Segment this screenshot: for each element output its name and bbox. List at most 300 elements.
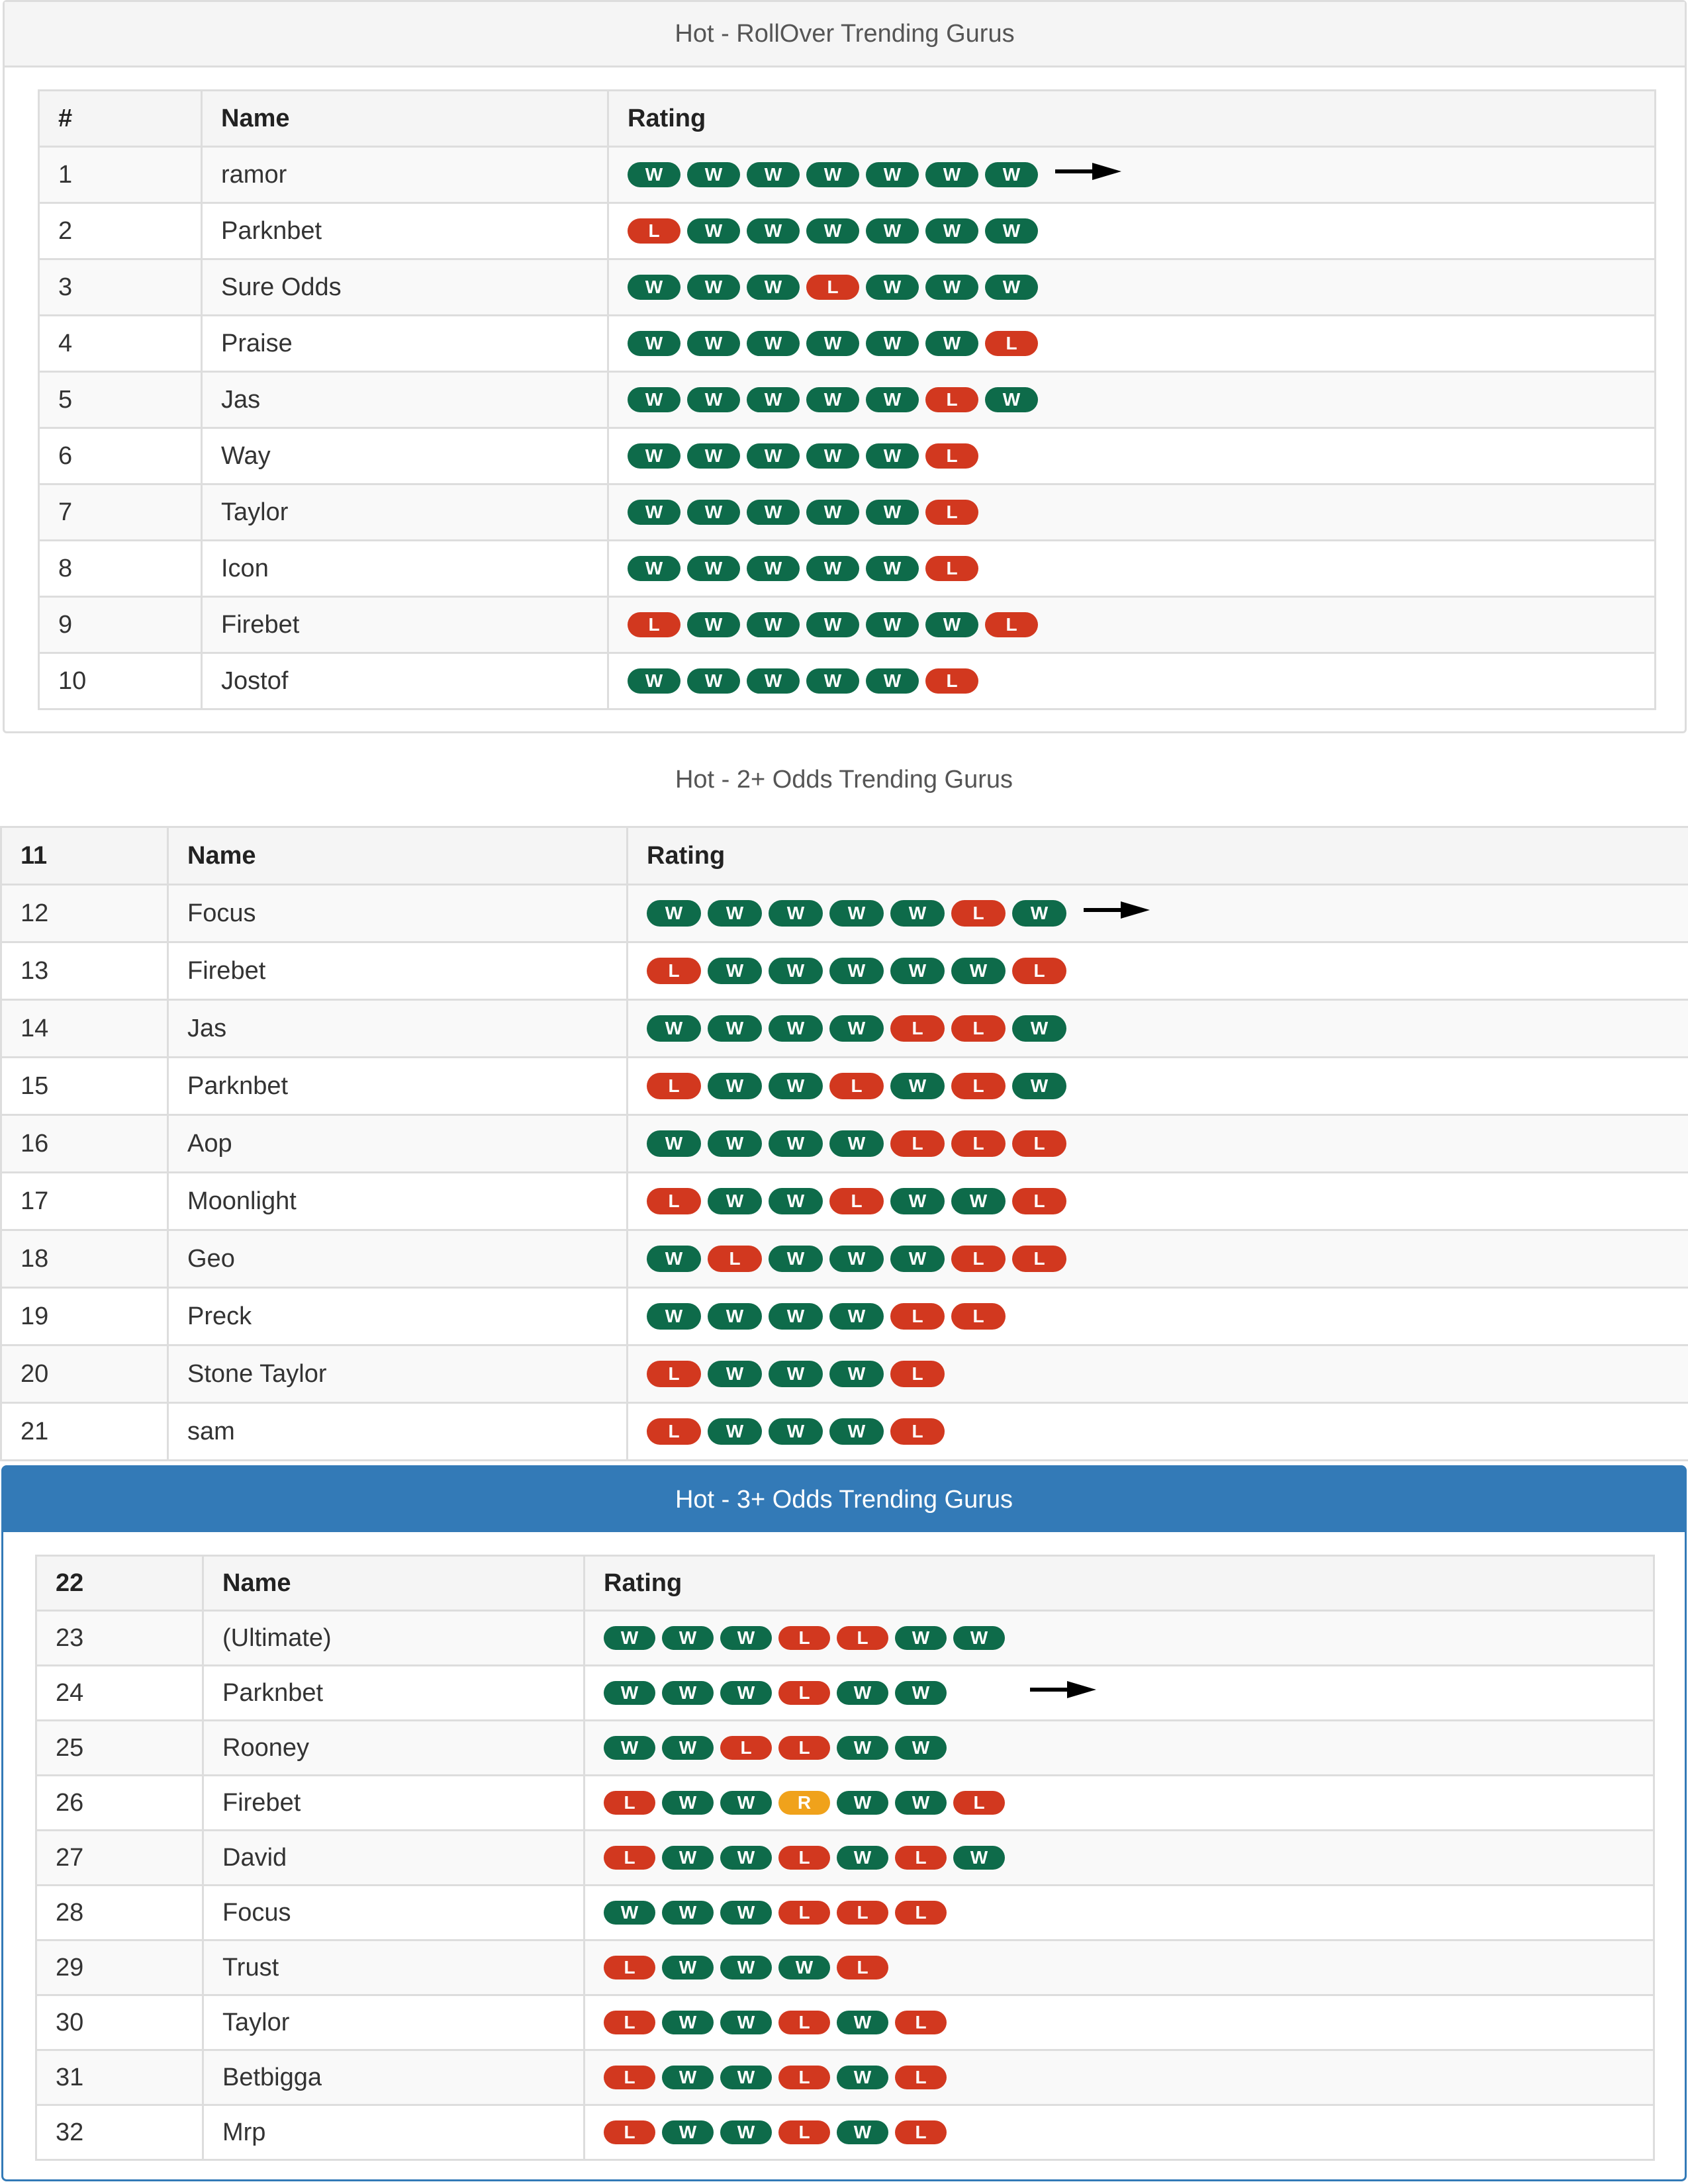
win-badge: W: [837, 1846, 888, 1870]
win-badge: W: [687, 556, 740, 581]
loss-badge: L: [895, 2066, 947, 2089]
loss-badge: L: [604, 1846, 655, 1870]
rating-cell: [628, 885, 1688, 942]
rating-cell: [628, 1288, 1688, 1345]
win-badge: W: [866, 387, 919, 412]
win-badge: W: [662, 2120, 714, 2144]
rating-cell: [585, 1940, 1654, 1995]
win-badge: W: [662, 1901, 714, 1925]
table-row[interactable]: [39, 316, 1656, 372]
row-number: 18: [1, 1230, 168, 1288]
guru-name[interactable]: Jas: [202, 372, 608, 428]
win-badge: W: [628, 668, 680, 694]
win-badge: W: [604, 1901, 655, 1925]
rating-cell: [628, 1173, 1688, 1230]
loss-badge: L: [647, 1418, 701, 1445]
win-badge: W: [747, 218, 800, 244]
rating-cell: [608, 541, 1656, 597]
win-badge: W: [604, 1736, 655, 1760]
win-badge: W: [806, 387, 859, 412]
rating-cell: [585, 1611, 1654, 1666]
loss-badge: L: [985, 331, 1038, 356]
rating-badges: [628, 275, 1636, 300]
table-row[interactable]: [39, 653, 1656, 709]
row-number: 4: [39, 316, 202, 372]
win-badge: W: [806, 443, 859, 469]
win-badge: W: [769, 1246, 823, 1272]
rating-cell: [608, 259, 1656, 316]
rating-badges: [628, 443, 1636, 469]
three-odds-panel: [1, 1465, 1687, 2181]
loss-badge: L: [806, 275, 859, 300]
win-badge: W: [829, 900, 884, 927]
win-badge: W: [687, 668, 740, 694]
table-row[interactable]: [36, 1721, 1654, 1776]
win-badge: W: [747, 500, 800, 525]
loss-badge: L: [720, 1736, 772, 1760]
row-number: 31: [36, 2050, 203, 2105]
guru-name[interactable]: Firebet: [202, 597, 608, 653]
guru-name[interactable]: Geo: [168, 1230, 628, 1288]
win-badge: W: [769, 1015, 823, 1042]
table-row[interactable]: [1, 1058, 1688, 1115]
win-badge: W: [662, 1736, 714, 1760]
win-badge: W: [769, 1303, 823, 1330]
win-badge: W: [866, 275, 919, 300]
row-number: 3: [39, 259, 202, 316]
rating-cell: [585, 2050, 1654, 2105]
header-rating: Rating: [608, 91, 1656, 147]
guru-name[interactable]: Parknbet: [168, 1058, 628, 1115]
win-badge: W: [837, 2120, 888, 2144]
win-badge: W: [895, 1681, 947, 1705]
win-badge: W: [687, 275, 740, 300]
rating-badges: [647, 899, 1669, 928]
win-badge: W: [604, 1681, 655, 1705]
win-badge: W: [925, 612, 978, 637]
table-row[interactable]: [36, 1886, 1654, 1940]
win-badge: W: [747, 556, 800, 581]
win-badge: W: [806, 556, 859, 581]
loss-badge: L: [708, 1246, 762, 1272]
guru-name[interactable]: Firebet: [203, 1776, 585, 1831]
win-badge: W: [747, 668, 800, 694]
loss-badge: L: [778, 2066, 830, 2089]
row-number: 15: [1, 1058, 168, 1115]
win-badge: W: [806, 331, 859, 356]
two-odds-panel-title: Hot - 2+ Odds Trending Gurus: [675, 765, 1013, 794]
loss-badge: L: [925, 500, 978, 525]
guru-name[interactable]: Way: [202, 428, 608, 484]
loss-badge: L: [778, 1736, 830, 1760]
table-row[interactable]: [1, 1115, 1688, 1173]
win-badge: W: [769, 1073, 823, 1099]
rating-badges: [628, 500, 1636, 525]
rating-badges: [647, 1188, 1669, 1214]
rating-cell: [628, 1230, 1688, 1288]
row-number: 29: [36, 1940, 203, 1995]
win-badge: W: [866, 218, 919, 244]
win-badge: W: [647, 1303, 701, 1330]
loss-badge: L: [837, 1626, 888, 1650]
loss-badge: L: [951, 1303, 1006, 1330]
guru-name[interactable]: Praise: [202, 316, 608, 372]
table-row[interactable]: [39, 147, 1656, 203]
win-badge: W: [662, 1626, 714, 1650]
win-badge: W: [837, 1736, 888, 1760]
win-badge: W: [890, 1246, 945, 1272]
win-badge: W: [720, 1626, 772, 1650]
loss-badge: L: [837, 1901, 888, 1925]
row-number: 8: [39, 541, 202, 597]
table-row[interactable]: [39, 597, 1656, 653]
win-badge: W: [687, 218, 740, 244]
loss-badge: L: [604, 2011, 655, 2034]
win-badge: W: [829, 1418, 884, 1445]
win-badge: W: [769, 1130, 823, 1157]
guru-name[interactable]: Parknbet: [202, 203, 608, 259]
rating-badges: [628, 160, 1636, 189]
rating-cell: [585, 1776, 1654, 1831]
win-badge: W: [720, 1956, 772, 1979]
loss-badge: L: [890, 1015, 945, 1042]
row-number: 28: [36, 1886, 203, 1940]
loss-badge: L: [953, 1791, 1005, 1815]
row-number: 25: [36, 1721, 203, 1776]
rating-badges: [628, 668, 1636, 694]
loss-badge: L: [985, 612, 1038, 637]
win-badge: W: [925, 275, 978, 300]
win-badge: W: [747, 162, 800, 187]
win-badge: W: [925, 162, 978, 187]
header-number: #: [39, 91, 202, 147]
table-row[interactable]: [36, 2050, 1654, 2105]
win-badge: W: [662, 1956, 714, 1979]
guru-name[interactable]: Sure Odds: [202, 259, 608, 316]
guru-name[interactable]: Taylor: [203, 1995, 585, 2050]
win-badge: W: [720, 1681, 772, 1705]
rollover-table: [38, 89, 1656, 710]
win-badge: W: [687, 612, 740, 637]
rating-badges: [604, 1901, 1634, 1925]
refund-badge: R: [778, 1791, 830, 1815]
table-row[interactable]: [36, 1831, 1654, 1886]
win-badge: W: [720, 2120, 772, 2144]
loss-badge: L: [890, 1361, 945, 1387]
rating-cell: [585, 1886, 1654, 1940]
guru-name[interactable]: Parknbet: [203, 1666, 585, 1721]
rating-cell: [628, 1115, 1688, 1173]
win-badge: W: [866, 612, 919, 637]
win-badge: W: [837, 2011, 888, 2034]
win-badge: W: [769, 1418, 823, 1445]
win-badge: W: [662, 1681, 714, 1705]
win-badge: W: [604, 1626, 655, 1650]
row-number: 1: [39, 147, 202, 203]
rating-badges: [647, 1361, 1669, 1387]
rating-badges: [628, 331, 1636, 356]
loss-badge: L: [647, 1188, 701, 1214]
win-badge: W: [747, 612, 800, 637]
win-badge: W: [687, 500, 740, 525]
guru-name[interactable]: ramor: [202, 147, 608, 203]
table-row[interactable]: [1, 1345, 1688, 1403]
guru-name[interactable]: Trust: [203, 1940, 585, 1995]
win-badge: W: [985, 162, 1038, 187]
win-badge: W: [806, 668, 859, 694]
loss-badge: L: [837, 1956, 888, 1979]
row-number: 20: [1, 1345, 168, 1403]
table-row[interactable]: [39, 259, 1656, 316]
guru-name[interactable]: Preck: [168, 1288, 628, 1345]
win-badge: W: [829, 1130, 884, 1157]
guru-name[interactable]: Aop: [168, 1115, 628, 1173]
win-badge: W: [925, 331, 978, 356]
header-number: 22: [36, 1556, 203, 1611]
rating-badges: [604, 2066, 1634, 2089]
rating-cell: [628, 942, 1688, 1000]
row-number: 2: [39, 203, 202, 259]
table-row[interactable]: [39, 372, 1656, 428]
table-row[interactable]: [1, 942, 1688, 1000]
row-number: 7: [39, 484, 202, 541]
win-badge: W: [1012, 1015, 1066, 1042]
win-badge: W: [866, 162, 919, 187]
loss-badge: L: [778, 1846, 830, 1870]
win-badge: W: [720, 2066, 772, 2089]
win-badge: W: [662, 2066, 714, 2089]
rating-badges: [647, 1015, 1669, 1042]
guru-name[interactable]: Mrp: [203, 2105, 585, 2160]
header-number: 11: [1, 827, 168, 885]
win-badge: W: [687, 387, 740, 412]
win-badge: W: [708, 1073, 762, 1099]
table-row[interactable]: [1, 1173, 1688, 1230]
rating-cell: [628, 1000, 1688, 1058]
win-badge: W: [647, 900, 701, 927]
win-badge: W: [708, 1361, 762, 1387]
win-badge: W: [720, 1791, 772, 1815]
row-number: 6: [39, 428, 202, 484]
win-badge: W: [985, 218, 1038, 244]
loss-badge: L: [925, 668, 978, 694]
loss-badge: L: [778, 1626, 830, 1650]
win-badge: W: [778, 1956, 830, 1979]
guru-name[interactable]: Focus: [203, 1886, 585, 1940]
rating-cell: [608, 203, 1656, 259]
guru-name[interactable]: Betbigga: [203, 2050, 585, 2105]
rating-cell: [608, 147, 1656, 203]
row-number: 27: [36, 1831, 203, 1886]
table-row[interactable]: [1, 1230, 1688, 1288]
guru-name[interactable]: Jas: [168, 1000, 628, 1058]
loss-badge: L: [895, 1901, 947, 1925]
guru-name[interactable]: Icon: [202, 541, 608, 597]
table-row[interactable]: [36, 2105, 1654, 2160]
table-header-row: [36, 1556, 1654, 1611]
loss-badge: L: [628, 612, 680, 637]
arrow-right-icon: [1084, 899, 1150, 928]
rating-cell: [608, 653, 1656, 709]
table-row[interactable]: [36, 1995, 1654, 2050]
win-badge: W: [895, 1736, 947, 1760]
win-badge: W: [837, 1791, 888, 1815]
loss-badge: L: [829, 1073, 884, 1099]
table-row[interactable]: [36, 1940, 1654, 1995]
win-badge: W: [890, 1073, 945, 1099]
win-badge: W: [769, 1188, 823, 1214]
row-number: 24: [36, 1666, 203, 1721]
table-row[interactable]: [1, 1000, 1688, 1058]
win-badge: W: [747, 443, 800, 469]
win-badge: W: [662, 2011, 714, 2034]
win-badge: W: [708, 1130, 762, 1157]
win-badge: W: [829, 1015, 884, 1042]
win-badge: W: [747, 275, 800, 300]
row-number: 21: [1, 1403, 168, 1461]
table-row[interactable]: [1, 1288, 1688, 1345]
guru-name[interactable]: (Ultimate): [203, 1611, 585, 1666]
win-badge: W: [829, 958, 884, 984]
win-badge: W: [720, 2011, 772, 2034]
rating-cell: [628, 1345, 1688, 1403]
row-number: 23: [36, 1611, 203, 1666]
win-badge: W: [628, 331, 680, 356]
rating-cell: [585, 2105, 1654, 2160]
row-number: 14: [1, 1000, 168, 1058]
rating-badges: [604, 1956, 1634, 1979]
loss-badge: L: [778, 2120, 830, 2144]
table-row[interactable]: [1, 885, 1688, 942]
rating-badges: [628, 556, 1636, 581]
win-badge: W: [890, 1188, 945, 1214]
loss-badge: L: [895, 1846, 947, 1870]
loss-badge: L: [647, 1073, 701, 1099]
rating-cell: [608, 597, 1656, 653]
header-name: Name: [168, 827, 628, 885]
win-badge: W: [628, 443, 680, 469]
win-badge: W: [866, 331, 919, 356]
table-header-row: [1, 827, 1688, 885]
win-badge: W: [708, 900, 762, 927]
win-badge: W: [829, 1303, 884, 1330]
loss-badge: L: [925, 387, 978, 412]
guru-name[interactable]: Jostof: [202, 653, 608, 709]
table-row[interactable]: [39, 428, 1656, 484]
win-badge: W: [628, 275, 680, 300]
guru-name[interactable]: Firebet: [168, 942, 628, 1000]
rating-badges: [604, 2011, 1634, 2034]
rating-badges: [604, 1736, 1634, 1760]
guru-name[interactable]: David: [203, 1831, 585, 1886]
rating-badges: [604, 1678, 1634, 1707]
win-badge: W: [953, 1626, 1005, 1650]
table-row[interactable]: [36, 1776, 1654, 1831]
win-badge: W: [708, 958, 762, 984]
loss-badge: L: [951, 900, 1006, 927]
win-badge: W: [951, 958, 1006, 984]
win-badge: W: [806, 500, 859, 525]
win-badge: W: [662, 1846, 714, 1870]
win-badge: W: [769, 900, 823, 927]
win-badge: W: [628, 500, 680, 525]
two-odds-table: [0, 826, 1688, 1461]
rating-cell: [608, 372, 1656, 428]
win-badge: W: [829, 1361, 884, 1387]
win-badge: W: [708, 1418, 762, 1445]
table-row[interactable]: [36, 1611, 1654, 1666]
loss-badge: L: [628, 218, 680, 244]
loss-badge: L: [1012, 1246, 1066, 1272]
loss-badge: L: [778, 2011, 830, 2034]
win-badge: W: [837, 1681, 888, 1705]
guru-name[interactable]: sam: [168, 1403, 628, 1461]
rating-badges: [647, 1303, 1669, 1330]
loss-badge: L: [890, 1303, 945, 1330]
win-badge: W: [890, 900, 945, 927]
rating-badges: [628, 387, 1636, 412]
guru-name[interactable]: Taylor: [202, 484, 608, 541]
table-row[interactable]: [36, 1666, 1654, 1721]
win-badge: W: [866, 443, 919, 469]
win-badge: W: [708, 1303, 762, 1330]
loss-badge: L: [604, 1956, 655, 1979]
win-badge: W: [687, 443, 740, 469]
loss-badge: L: [1012, 1188, 1066, 1214]
table-row[interactable]: [39, 484, 1656, 541]
table-row[interactable]: [39, 541, 1656, 597]
arrow-right-icon: [1055, 160, 1121, 189]
loss-badge: L: [647, 958, 701, 984]
win-badge: W: [769, 958, 823, 984]
rating-cell: [585, 1666, 1654, 1721]
header-rating: Rating: [628, 827, 1688, 885]
header-name: Name: [203, 1556, 585, 1611]
header-rating: Rating: [585, 1556, 1654, 1611]
win-badge: W: [866, 668, 919, 694]
loss-badge: L: [925, 556, 978, 581]
loss-badge: L: [951, 1073, 1006, 1099]
win-badge: W: [925, 218, 978, 244]
win-badge: W: [647, 1015, 701, 1042]
loss-badge: L: [925, 443, 978, 469]
guru-name[interactable]: Moonlight: [168, 1173, 628, 1230]
win-badge: W: [985, 387, 1038, 412]
guru-name[interactable]: Stone Taylor: [168, 1345, 628, 1403]
rating-cell: [628, 1058, 1688, 1115]
row-number: 13: [1, 942, 168, 1000]
guru-name[interactable]: Focus: [168, 885, 628, 942]
rating-cell: [608, 428, 1656, 484]
rating-badges: [604, 1846, 1634, 1870]
table-row[interactable]: [39, 203, 1656, 259]
loss-badge: L: [890, 1130, 945, 1157]
win-badge: W: [866, 556, 919, 581]
guru-name[interactable]: Rooney: [203, 1721, 585, 1776]
loss-badge: L: [829, 1188, 884, 1214]
loss-badge: L: [1012, 958, 1066, 984]
win-badge: W: [866, 500, 919, 525]
loss-badge: L: [890, 1418, 945, 1445]
loss-badge: L: [951, 1246, 1006, 1272]
table-row[interactable]: [1, 1403, 1688, 1461]
win-badge: W: [769, 1361, 823, 1387]
rating-cell: [628, 1403, 1688, 1461]
row-number: 9: [39, 597, 202, 653]
win-badge: W: [747, 331, 800, 356]
win-badge: W: [837, 2066, 888, 2089]
loss-badge: L: [778, 1901, 830, 1925]
